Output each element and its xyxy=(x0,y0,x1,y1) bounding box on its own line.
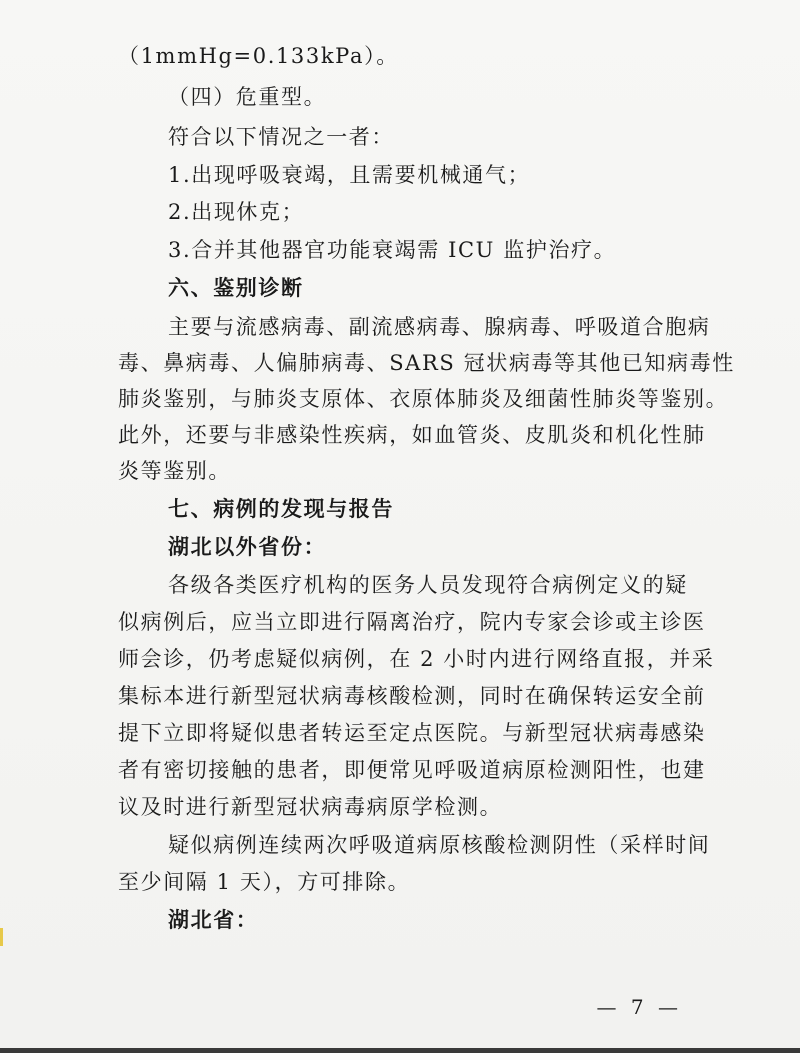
text-line-differential-3: 肺炎鉴别，与肺炎支原体、衣原体肺炎及细菌性肺炎等鉴别。 xyxy=(118,387,729,411)
text-line-differential-4: 此外，还要与非感染性疾病，如血管炎、皮肌炎和机化性肺 xyxy=(118,423,706,447)
subheading-hubei: 湖北省： xyxy=(168,908,259,932)
text-line-reporting-7: 议及时进行新型冠状病毒病原学检测。 xyxy=(118,795,503,819)
text-line-reporting-3: 师会诊，仍考虑疑似病例，在 2 小时内进行网络直报，并采 xyxy=(118,647,715,671)
section-heading-case-reporting: 七、病例的发现与报告 xyxy=(168,497,394,521)
text-line-criterion-1: 1.出现呼吸衰竭，且需要机械通气； xyxy=(168,163,531,187)
text-line-differential-2: 毒、鼻病毒、人偏肺病毒、SARS 冠状病毒等其他已知病毒性 xyxy=(118,351,735,375)
scan-margin-mark xyxy=(0,928,3,946)
text-line-reporting-4: 集标本进行新型冠状病毒核酸检测，同时在确保转运安全前 xyxy=(118,684,706,708)
section-heading-differential-diagnosis: 六、鉴别诊断 xyxy=(168,276,304,300)
text-line-differential-1: 主要与流感病毒、副流感病毒、腺病毒、呼吸道合胞病 xyxy=(168,315,711,339)
text-line-exclusion-2: 至少间隔 1 天），方可排除。 xyxy=(118,870,411,894)
text-line-reporting-2: 似病例后，应当立即进行隔离治疗，院内专家会诊或主诊医 xyxy=(118,610,706,634)
text-line-reporting-6: 者有密切接触的患者，即便常见呼吸道病原检测阳性，也建 xyxy=(118,758,706,782)
page-number: — 7 — xyxy=(596,995,682,1019)
text-line-criterion-3: 3.合并其他器官功能衰竭需 ICU 监护治疗。 xyxy=(168,238,617,262)
text-line-differential-5: 炎等鉴别。 xyxy=(118,459,231,483)
text-line-reporting-5: 提下立即将疑似患者转运至定点医院。与新型冠状病毒感染 xyxy=(118,721,706,745)
text-line-exclusion-1: 疑似病例连续两次呼吸道病原核酸检测阴性（采样时间 xyxy=(168,833,711,857)
text-line-reporting-1: 各级各类医疗机构的医务人员发现符合病例定义的疑 xyxy=(168,573,688,597)
text-line-critical-type: （四）危重型。 xyxy=(168,85,327,109)
text-line-criteria-intro: 符合以下情况之一者： xyxy=(168,125,394,149)
text-line-criterion-2: 2.出现休克； xyxy=(168,200,305,224)
subheading-outside-hubei: 湖北以外省份： xyxy=(168,535,327,559)
text-line-pressure-unit: （1mmHg=0.133kPa）。 xyxy=(118,44,399,68)
scan-bottom-edge xyxy=(0,1048,800,1053)
